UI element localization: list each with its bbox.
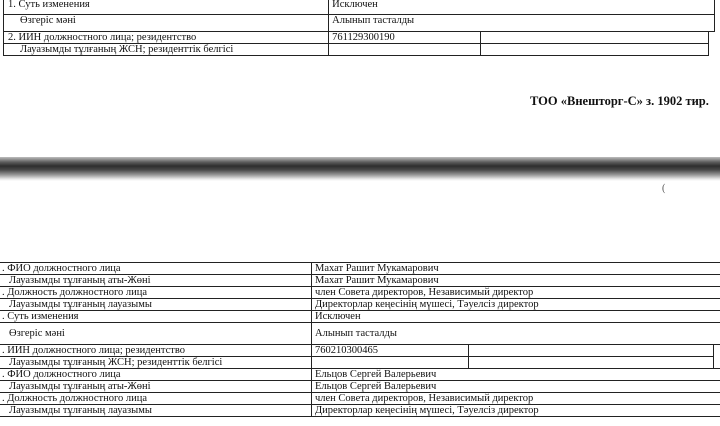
row-label: . Должность должностного лица bbox=[0, 393, 312, 405]
row-label: . ФИО должностного лица bbox=[0, 263, 312, 275]
table-row bbox=[0, 287, 720, 299]
row-label: 1. Суть изменения bbox=[4, 0, 329, 15]
row-label: . ФИО должностного лица bbox=[0, 369, 312, 381]
row-label: Өзгеріс мәні bbox=[4, 15, 329, 32]
row-value: Алынып тасталды bbox=[312, 323, 720, 345]
row-label: 2. ИИН должностного лица; резидентство bbox=[4, 32, 329, 44]
row-value: Директорлар кеңесінің мүшесі, Тәуелсіз директор bbox=[312, 299, 720, 311]
table-row bbox=[0, 275, 720, 287]
table-row bbox=[0, 263, 720, 275]
row-label: . Должность должностного лица bbox=[0, 287, 312, 299]
row-label: . ИИН должностного лица; резидентство bbox=[0, 345, 312, 357]
row-value: член Совета директоров, Независимый директор bbox=[312, 287, 720, 299]
table-row bbox=[4, 0, 715, 15]
row-value: Махат Рашит Мукамарович bbox=[312, 275, 720, 287]
row-value: 760210300465 bbox=[312, 345, 469, 357]
table-row bbox=[0, 357, 720, 369]
row-value: Исключен bbox=[329, 0, 715, 15]
row-value: Алынып тасталды bbox=[329, 15, 715, 32]
table-row bbox=[0, 393, 720, 405]
table-row bbox=[4, 44, 715, 56]
table-row bbox=[4, 15, 715, 32]
row-label: Өзгеріс мәні bbox=[0, 323, 312, 345]
row-value: Исключен bbox=[312, 311, 720, 323]
row-label: Лауазымды тұлғаның ЖСН; резиденттік белгісі bbox=[4, 44, 329, 56]
table-row bbox=[0, 323, 720, 345]
row-label: Лауазымды тұлғаның аты-Жөні bbox=[0, 381, 312, 393]
row-value bbox=[312, 357, 469, 369]
row-value bbox=[329, 44, 481, 56]
row-value: Ельцов Сергей Валерьевич bbox=[312, 369, 720, 381]
row-value: Махат Рашит Мукамарович bbox=[312, 263, 720, 275]
row-value: Ельцов Сергей Валерьевич bbox=[312, 381, 720, 393]
row-label: . Суть изменения bbox=[0, 311, 312, 323]
row-value-extra bbox=[469, 345, 714, 357]
row-label: Лауазымды тұлғаның лауазымы bbox=[0, 405, 312, 417]
table-row bbox=[0, 311, 720, 323]
page-fold-shadow bbox=[0, 157, 720, 181]
table-row bbox=[0, 345, 720, 357]
table-row bbox=[0, 299, 720, 311]
row-value: член Совета директоров, Независимый директор bbox=[312, 393, 720, 405]
row-value-extra bbox=[469, 357, 714, 369]
row-label: Лауазымды тұлғаның аты-Жөні bbox=[0, 275, 312, 287]
bottom-form-table bbox=[0, 262, 720, 417]
row-label: Лауазымды тұлғаның лауазымы bbox=[0, 299, 312, 311]
company-line: ТОО «Внешторг-С» з. 1902 тир. bbox=[530, 94, 709, 108]
table-row bbox=[4, 32, 715, 44]
top-form-table bbox=[3, 0, 715, 56]
row-label: Лауазымды тұлғаның ЖСН; резиденттік белгісі bbox=[0, 357, 312, 369]
row-value: Директорлар кеңесінің мүшесі, Тәуелсіз директор bbox=[312, 405, 720, 417]
table-row bbox=[0, 381, 720, 393]
table-row bbox=[0, 405, 720, 417]
table-row bbox=[0, 369, 720, 381]
row-value-extra bbox=[481, 32, 708, 44]
row-value: 761129300190 bbox=[329, 32, 481, 44]
scan-mark: ( bbox=[662, 183, 666, 194]
row-value-extra bbox=[481, 44, 708, 56]
